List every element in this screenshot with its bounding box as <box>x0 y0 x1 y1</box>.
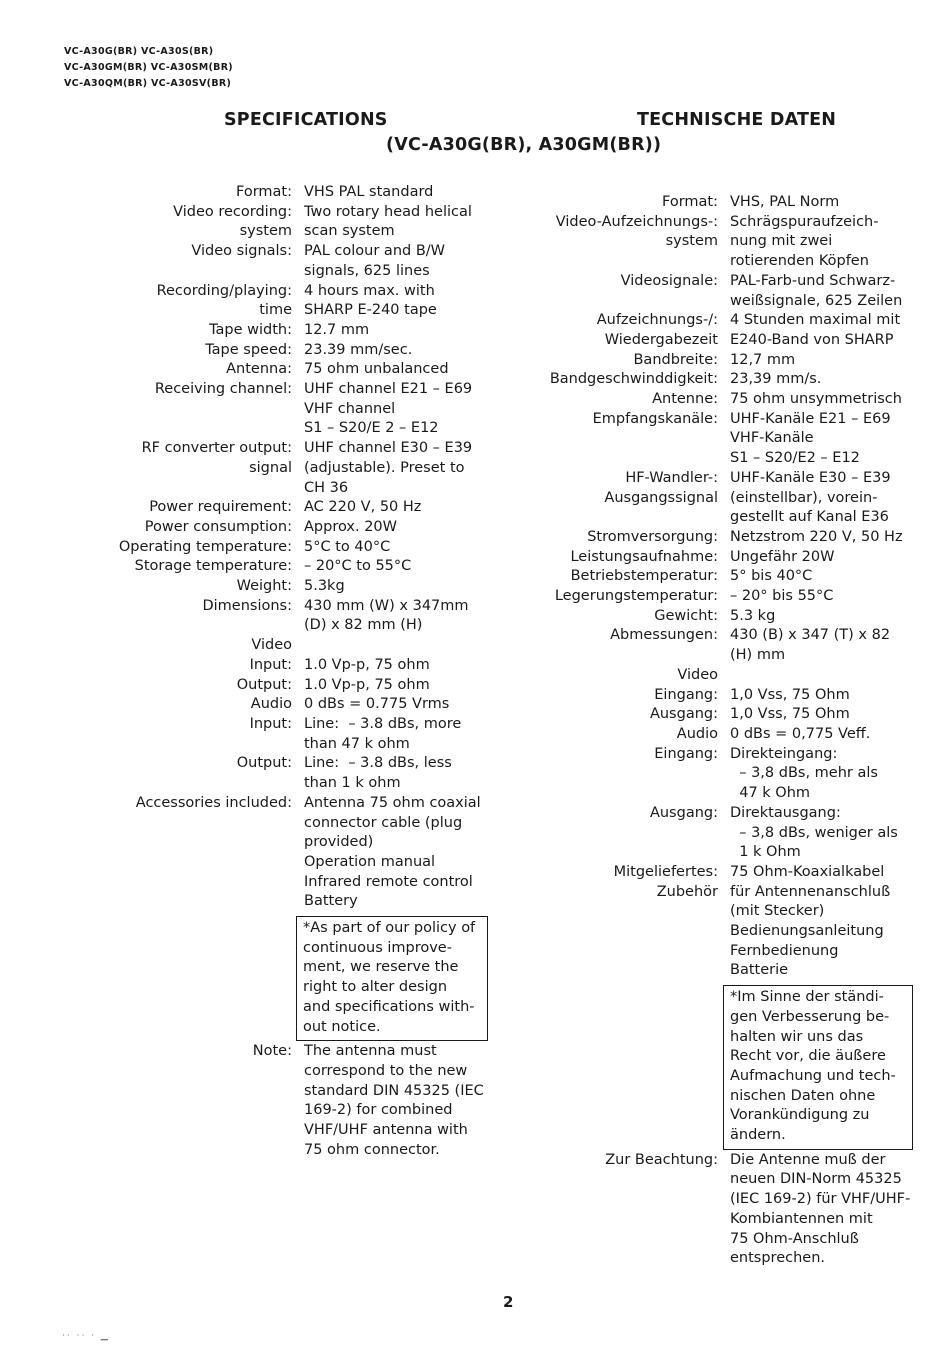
spec-value: 1.0 Vp-p, 75 ohm <box>304 676 430 693</box>
spec-row <box>534 292 913 312</box>
spec-label <box>100 774 292 794</box>
spec-value: 5.3kg <box>304 578 345 595</box>
spec-row <box>534 213 913 233</box>
spec-row <box>534 390 913 410</box>
spec-row <box>534 843 913 863</box>
heading-specifications: SPECIFICATIONS <box>224 110 388 130</box>
spec-row <box>100 203 488 223</box>
spec-label: Videosignale: <box>620 272 718 289</box>
notice-line: continuous improve- <box>303 939 452 956</box>
spec-value: 4 Stunden maximal mit <box>730 312 901 329</box>
spec-row <box>100 814 488 834</box>
notice-line: ment, we reserve the <box>303 959 459 976</box>
spec-value: 12,7 mm <box>730 351 796 368</box>
spec-value: 23.39 mm/sec. <box>304 341 413 358</box>
spec-label: Recording/playing: <box>156 282 292 299</box>
notice-line: right to alter design <box>303 979 448 996</box>
note-line: 75 Ohm-Anschluß <box>730 1230 859 1247</box>
spec-row <box>100 301 488 321</box>
spec-value: rotierenden Köpfen <box>730 253 869 270</box>
note-line: standard DIN 45325 (IEC <box>304 1082 484 1099</box>
spec-label: Input: <box>249 656 292 673</box>
spec-row <box>100 282 488 302</box>
english-note-label: Note: <box>252 1043 292 1060</box>
notice-line: nischen Daten ohne <box>730 1087 876 1104</box>
spec-label: signal <box>249 459 292 476</box>
note-line: Kombiantennen mit <box>730 1210 873 1227</box>
spec-value: (einstellbar), vorein- <box>730 489 878 506</box>
spec-label: Operating temperature: <box>118 538 292 555</box>
spec-row <box>534 528 913 548</box>
spec-value: – 20°C to 55°C <box>304 558 412 575</box>
spec-value: UHF channel E30 – E39 <box>304 440 473 457</box>
spec-value: 1 k Ohm <box>730 844 801 861</box>
spec-value: – 3,8 dBs, weniger als <box>730 824 898 841</box>
german-note-text <box>730 1151 910 1269</box>
spec-label: Gewicht: <box>654 607 718 624</box>
model-list <box>64 44 233 92</box>
notice-line: out notice. <box>303 1018 381 1035</box>
heading-model: (VC-A30G(BR), A30GM(BR)) <box>386 135 662 155</box>
spec-label: Weight: <box>236 578 292 595</box>
spec-label: Mitgeliefertes: <box>613 863 718 880</box>
spec-value: Bedienungsanleitung <box>730 923 884 940</box>
spec-label: Bandbreite: <box>633 351 718 368</box>
spec-row <box>100 262 488 282</box>
english-spec-rows <box>100 183 488 912</box>
spec-value: than 47 k ohm <box>304 735 410 752</box>
spec-value: connector cable (plug <box>304 814 463 831</box>
spec-label <box>534 508 718 528</box>
spec-label: Power requirement: <box>149 499 292 516</box>
english-spec-column <box>100 183 488 1160</box>
spec-value: 0 dBs = 0,775 Veff. <box>730 725 871 742</box>
spec-value: Antenna 75 ohm coaxial <box>304 794 481 811</box>
note-line: 169-2) for combined <box>304 1102 453 1119</box>
spec-value: CH 36 <box>304 479 349 496</box>
spec-value: 23,39 mm/s. <box>730 371 822 388</box>
spec-row <box>100 853 488 873</box>
spec-value: VHS PAL standard <box>304 184 434 200</box>
spec-label: Eingang: <box>654 686 718 703</box>
page-number: 2 <box>503 1293 514 1311</box>
spec-row <box>534 567 913 587</box>
spec-value: Fernbedienung <box>730 942 839 959</box>
spec-row <box>100 183 488 203</box>
spec-value: 430 mm (W) x 347mm <box>304 597 469 614</box>
spec-label <box>534 449 718 469</box>
spec-row <box>100 616 488 636</box>
spec-label: Antenne: <box>652 391 718 408</box>
spec-label <box>534 429 718 449</box>
spec-label: Output: <box>236 755 292 772</box>
german-notice-box <box>723 985 913 1150</box>
spec-value: 75 Ohm-Koaxialkabel <box>730 863 885 880</box>
spec-row <box>100 498 488 518</box>
spec-row <box>100 715 488 735</box>
spec-label: Empfangskanäle: <box>592 410 718 427</box>
spec-row <box>100 833 488 853</box>
spec-row <box>534 764 913 784</box>
spec-label <box>100 853 292 873</box>
spec-label: Audio <box>250 696 292 713</box>
spec-label <box>100 419 292 439</box>
spec-value: für Antennenanschluß <box>730 883 891 900</box>
spec-value: gestellt auf Kanal E36 <box>730 509 889 526</box>
spec-row <box>100 794 488 814</box>
spec-row <box>534 646 913 666</box>
spec-row <box>534 311 913 331</box>
spec-row <box>534 626 913 646</box>
english-note-text <box>304 1042 484 1160</box>
spec-row <box>534 331 913 351</box>
spec-row <box>534 272 913 292</box>
spec-label <box>534 942 718 962</box>
spec-value: E240-Band von SHARP <box>730 331 894 348</box>
spec-value: 12.7 mm <box>304 321 370 338</box>
spec-label: Wiedergabezeit <box>604 331 718 348</box>
notice-line: gen Verbesserung be- <box>730 1008 890 1025</box>
spec-label: Bandgeschwinddigkeit: <box>549 371 718 388</box>
spec-row <box>100 676 488 696</box>
spec-label: system <box>239 223 292 240</box>
notice-line: Recht vor, die äußere <box>730 1048 886 1065</box>
spec-row <box>534 508 913 528</box>
spec-value: VHF-Kanäle <box>730 430 814 447</box>
spec-label: Betriebstemperatur: <box>570 568 718 585</box>
heading-technische-daten: TECHNISCHE DATEN <box>637 110 837 130</box>
spec-value: UHF channel E21 – E69 <box>304 381 473 398</box>
spec-row <box>100 222 488 242</box>
spec-label: Video-Aufzeichnungs-: <box>555 213 718 230</box>
spec-value: 5° bis 40°C <box>730 568 813 585</box>
spec-row <box>534 607 913 627</box>
spec-value: PAL colour and B/W <box>304 243 445 260</box>
spec-value: 75 ohm unbalanced <box>304 361 449 378</box>
spec-row <box>534 745 913 765</box>
spec-label: Aufzeichnungs-/: <box>596 312 718 329</box>
spec-value: – 3,8 dBs, mehr als <box>730 765 878 782</box>
spec-value: Infrared remote control <box>304 873 473 890</box>
spec-label <box>534 646 718 666</box>
spec-label: Format: <box>236 184 292 200</box>
spec-label: HF-Wandler-: <box>625 469 718 486</box>
spec-row <box>534 587 913 607</box>
spec-value: S1 – S20/E2 – E12 <box>730 450 860 467</box>
spec-row <box>100 242 488 262</box>
spec-value: S1 – S20/E 2 – E12 <box>304 420 439 437</box>
spec-label <box>534 292 718 312</box>
spec-value: (D) x 82 mm (H) <box>304 617 423 634</box>
spec-label <box>534 252 718 272</box>
spec-label <box>534 902 718 922</box>
spec-label: Format: <box>662 194 718 210</box>
model-line: VC-A30G(BR) VC-A30S(BR) <box>64 46 214 57</box>
spec-row <box>100 419 488 439</box>
spec-row <box>100 341 488 361</box>
spec-label <box>100 735 292 755</box>
spec-label: Input: <box>249 715 292 732</box>
spec-row <box>100 518 488 538</box>
spec-label: Power consumption: <box>144 518 292 535</box>
note-line: (IEC 169-2) für VHF/UHF- <box>730 1191 911 1208</box>
spec-value: PAL-Farb-und Schwarz- <box>730 272 896 289</box>
spec-value: 47 k Ohm <box>730 785 811 802</box>
spec-value: 430 (B) x 347 (T) x 82 <box>730 627 891 644</box>
spec-row <box>100 459 488 479</box>
spec-row <box>100 380 488 400</box>
spec-row <box>100 439 488 459</box>
spec-label: Legerungstemperatur: <box>554 588 718 605</box>
spec-label <box>534 961 718 981</box>
spec-value: Netzstrom 220 V, 50 Hz <box>730 528 903 545</box>
spec-row <box>534 449 913 469</box>
spec-row <box>534 469 913 489</box>
spec-row <box>534 784 913 804</box>
spec-value: than 1 k ohm <box>304 775 401 792</box>
spec-row <box>100 400 488 420</box>
spec-value: 5°C to 40°C <box>304 538 391 555</box>
spec-value: scan system <box>304 223 395 240</box>
spec-label: Accessories included: <box>135 794 292 811</box>
spec-row <box>534 489 913 509</box>
spec-label: Abmessungen: <box>610 627 718 644</box>
spec-value: – 20° bis 55°C <box>730 588 834 605</box>
notice-line: halten wir uns das <box>730 1028 864 1045</box>
spec-label <box>100 262 292 282</box>
notice-line: and specifications with- <box>303 998 475 1015</box>
model-line: VC-A30QM(BR) VC-A30SV(BR) <box>64 78 232 89</box>
spec-value: Approx. 20W <box>304 518 397 535</box>
spec-row <box>534 548 913 568</box>
spec-label <box>100 814 292 834</box>
spec-value: Battery <box>304 893 358 910</box>
spec-row <box>534 922 913 942</box>
spec-label: Ausgangssignal <box>604 489 718 506</box>
spec-label: Storage temperature: <box>134 558 292 575</box>
german-spec-column <box>534 193 913 1269</box>
spec-label: RF converter output: <box>141 440 292 457</box>
spec-value: Line: – 3.8 dBs, more <box>304 715 462 732</box>
spec-row <box>534 429 913 449</box>
spec-row <box>100 695 488 715</box>
spec-value: SHARP E-240 tape <box>304 302 437 319</box>
spec-label <box>100 400 292 420</box>
spec-row <box>534 193 913 213</box>
spec-label <box>100 616 292 636</box>
spec-label: Video signals: <box>191 243 292 260</box>
note-line: entsprechen. <box>730 1250 826 1267</box>
spec-value: VHF channel <box>304 400 396 417</box>
note-line: 75 ohm connector. <box>304 1141 440 1158</box>
spec-label: Antenna: <box>226 361 292 378</box>
spec-value: 75 ohm unsymmetrisch <box>730 391 902 408</box>
spec-row <box>534 883 913 903</box>
spec-row <box>534 252 913 272</box>
notice-line: ändern. <box>730 1127 786 1144</box>
english-notice-box <box>296 916 488 1041</box>
spec-label: Audio <box>676 725 718 742</box>
notice-line: *Im Sinne der ständi- <box>730 989 884 1006</box>
spec-row <box>534 410 913 430</box>
note-line: The antenna must <box>304 1043 437 1060</box>
spec-row <box>100 479 488 499</box>
spec-row <box>100 774 488 794</box>
spec-value: UHF-Kanäle E21 – E69 <box>730 410 891 427</box>
spec-row <box>100 538 488 558</box>
spec-label: Ausgang: <box>649 706 718 723</box>
note-line: correspond to the new <box>304 1062 468 1079</box>
spec-value: 1,0 Vss, 75 Ohm <box>730 706 850 723</box>
spec-value: 1,0 Vss, 75 Ohm <box>730 686 850 703</box>
spec-label: Stromversorgung: <box>587 528 718 545</box>
german-spec-rows <box>534 193 913 981</box>
spec-value: Direkteingang: <box>730 745 838 762</box>
spec-value: 1.0 Vp-p, 75 ohm <box>304 656 430 673</box>
spec-label: Zubehör <box>656 883 718 900</box>
spec-label: Leistungsaufnahme: <box>570 548 718 565</box>
spec-label <box>100 873 292 893</box>
notice-line: Vorankündigung zu <box>730 1107 870 1124</box>
spec-row <box>534 725 913 745</box>
spec-row <box>534 351 913 371</box>
spec-label <box>534 824 718 844</box>
spec-row <box>100 892 488 912</box>
spec-row <box>100 321 488 341</box>
spec-label <box>100 892 292 912</box>
spec-row <box>100 577 488 597</box>
spec-row <box>534 942 913 962</box>
spec-value: Direktausgang: <box>730 804 841 821</box>
spec-label <box>100 479 292 499</box>
spec-row <box>534 863 913 883</box>
note-line: neuen DIN-Norm 45325 <box>730 1171 902 1188</box>
spec-label <box>534 784 718 804</box>
spec-row <box>534 902 913 922</box>
scan-marks: ·· ·· · ▁ <box>62 1331 110 1341</box>
spec-label: Video <box>251 637 292 654</box>
spec-value: 4 hours max. with <box>304 282 435 299</box>
spec-row <box>100 360 488 380</box>
spec-label <box>534 922 718 942</box>
spec-value: weißsignale, 625 Zeilen <box>730 292 903 309</box>
spec-label: Video <box>677 666 718 683</box>
spec-row <box>534 824 913 844</box>
spec-value: Batterie <box>730 962 789 979</box>
spec-value: VHS, PAL Norm <box>730 194 840 210</box>
spec-value: Operation manual <box>304 853 436 870</box>
spec-value: (H) mm <box>730 647 786 664</box>
spec-label: system <box>665 233 718 250</box>
model-line: VC-A30GM(BR) VC-A30SM(BR) <box>64 62 233 73</box>
spec-row <box>100 597 488 617</box>
spec-value: Two rotary head helical <box>304 203 472 220</box>
spec-label: Ausgang: <box>649 804 718 821</box>
spec-row <box>534 370 913 390</box>
spec-value: (adjustable). Preset to <box>304 459 465 476</box>
spec-value: nung mit zwei <box>730 233 833 250</box>
note-line: Die Antenne muß der <box>730 1151 886 1168</box>
spec-label: Tape width: <box>209 321 292 338</box>
spec-row <box>534 705 913 725</box>
spec-row <box>534 804 913 824</box>
spec-value: UHF-Kanäle E30 – E39 <box>730 469 891 486</box>
spec-value: Ungefähr 20W <box>730 548 835 565</box>
spec-value: provided) <box>304 834 374 851</box>
spec-row <box>534 666 913 686</box>
notice-line: Aufmachung und tech- <box>730 1067 896 1084</box>
spec-label <box>534 764 718 784</box>
spec-label: Eingang: <box>654 745 718 762</box>
spec-value: (mit Stecker) <box>730 903 825 920</box>
spec-value: 5.3 kg <box>730 607 776 624</box>
spec-row <box>100 735 488 755</box>
spec-value: AC 220 V, 50 Hz <box>304 499 422 516</box>
spec-label: Dimensions: <box>202 597 292 614</box>
notice-line: *As part of our policy of <box>303 920 476 937</box>
spec-label: Video recording: <box>173 203 292 220</box>
spec-value: Schrägspuraufzeich- <box>730 213 879 230</box>
spec-value: signals, 625 lines <box>304 262 430 279</box>
spec-label <box>100 833 292 853</box>
spec-row <box>100 873 488 893</box>
spec-row <box>100 636 488 656</box>
spec-label: Tape speed: <box>205 341 292 358</box>
spec-value: 0 dBs = 0.775 Vrms <box>304 696 450 713</box>
spec-label: Receiving channel: <box>154 381 292 398</box>
spec-row <box>534 232 913 252</box>
spec-value: Line: – 3.8 dBs, less <box>304 755 452 772</box>
spec-row <box>534 961 913 981</box>
spec-label <box>534 843 718 863</box>
german-note-label: Zur Beachtung: <box>605 1151 718 1168</box>
spec-row <box>534 686 913 706</box>
spec-label: Output: <box>236 676 292 693</box>
spec-row <box>100 754 488 774</box>
note-line: VHF/UHF antenna with <box>304 1122 468 1139</box>
spec-row <box>100 557 488 577</box>
spec-label: time <box>259 302 292 319</box>
spec-row <box>100 656 488 676</box>
